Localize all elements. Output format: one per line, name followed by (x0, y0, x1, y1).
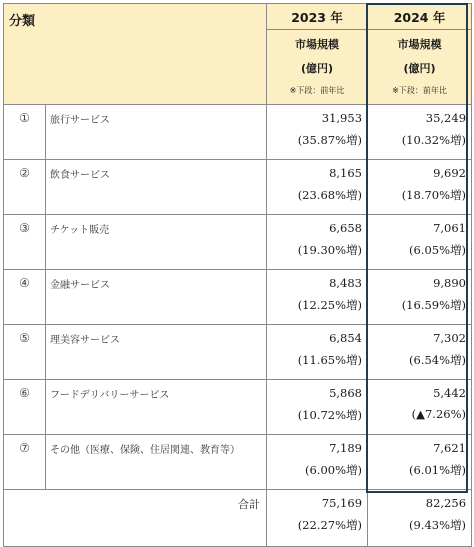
value-2024-cell (368, 435, 472, 490)
change-2023: (10.72%増) (297, 408, 363, 422)
total-2023-cell (267, 490, 368, 547)
value-2023-cell (267, 160, 368, 215)
metric-note: ※下段：前年比 (392, 86, 447, 95)
header-year-row (4, 4, 472, 30)
category-name: 飲食サービス (46, 160, 267, 215)
value-2023: 7,189 (329, 441, 363, 455)
value-2024: 7,621 (433, 441, 467, 455)
year-2024-header: 2024 年 (368, 4, 472, 30)
table-row (4, 270, 472, 325)
metric-unit: (億円) (300, 62, 334, 75)
total-row (4, 490, 472, 547)
row-number: ② (4, 160, 46, 215)
value-2023-cell (267, 270, 368, 325)
total-value-2023: 75,169 (321, 496, 363, 510)
value-2024-cell (368, 380, 472, 435)
category-name: チケット販売 (46, 215, 267, 270)
value-2024-cell (368, 160, 472, 215)
metric-note: ※下段：前年比 (289, 86, 345, 95)
change-2024: (6.05%増) (409, 243, 467, 257)
change-2024: (16.59%増) (401, 298, 467, 312)
value-2023-cell (267, 105, 368, 160)
table-row (4, 325, 472, 380)
value-2023: 31,953 (321, 111, 363, 125)
value-2024-cell (368, 105, 472, 160)
change-2024: (▲7.26%) (411, 407, 467, 421)
value-2023: 8,165 (329, 166, 363, 180)
total-value-2024: 82,256 (425, 496, 467, 510)
total-change-2024: (9.43%増) (409, 518, 467, 532)
change-2023: (23.68%増) (297, 188, 363, 202)
change-2024: (10.32%増) (401, 133, 467, 147)
value-2024: 5,442 (433, 386, 467, 400)
total-change-2023: (22.27%増) (297, 518, 363, 532)
value-2023-cell (267, 215, 368, 270)
change-2024: (6.01%増) (409, 463, 467, 477)
row-number: ④ (4, 270, 46, 325)
value-2023: 6,854 (329, 331, 363, 345)
value-2023: 6,658 (329, 221, 363, 235)
row-number: ① (4, 105, 46, 160)
change-2024: (6.54%増) (409, 353, 467, 367)
category-header: 分類 (4, 4, 267, 105)
value-2024: 9,692 (433, 166, 467, 180)
value-2023-cell (267, 380, 368, 435)
change-2024: (18.70%増) (401, 188, 467, 202)
change-2023: (19.30%増) (297, 243, 363, 257)
table-row (4, 215, 472, 270)
metric-header-2023 (267, 30, 368, 105)
change-2023: (35.87%増) (297, 133, 363, 147)
value-2023: 8,483 (329, 276, 363, 290)
change-2023: (11.65%増) (297, 353, 363, 367)
row-number: ⑤ (4, 325, 46, 380)
row-number: ③ (4, 215, 46, 270)
market-size-table (3, 3, 472, 547)
table-row (4, 380, 472, 435)
value-2023-cell (267, 435, 368, 490)
table-row (4, 435, 472, 490)
value-2024-cell (368, 325, 472, 380)
value-2023-cell (267, 325, 368, 380)
category-name: フードデリバリーサービス (46, 380, 267, 435)
value-2024: 9,890 (433, 276, 467, 290)
metric-label: 市場規模 (397, 38, 442, 51)
value-2024-cell (368, 215, 472, 270)
value-2024: 7,061 (433, 221, 467, 235)
value-2024: 7,302 (433, 331, 467, 345)
table-row (4, 160, 472, 215)
year-2023-header: 2023 年 (267, 4, 368, 30)
value-2024: 35,249 (425, 111, 467, 125)
metric-unit: (億円) (403, 62, 436, 75)
change-2023: (12.25%増) (297, 298, 363, 312)
row-number: ⑥ (4, 380, 46, 435)
category-name: 旅行サービス (46, 105, 267, 160)
value-2024-cell (368, 270, 472, 325)
category-name: その他（医療、保険、住居関連、教育等） (46, 435, 267, 490)
total-2024-cell (368, 490, 472, 547)
change-2023: (6.00%増) (305, 463, 363, 477)
category-name: 金融サービス (46, 270, 267, 325)
category-name: 理美容サービス (46, 325, 267, 380)
row-number: ⑦ (4, 435, 46, 490)
total-label: 合計 (4, 490, 267, 547)
value-2023: 5,868 (329, 386, 363, 400)
metric-label: 市場規模 (295, 38, 340, 51)
table-row (4, 105, 472, 160)
metric-header-2024 (368, 30, 472, 105)
